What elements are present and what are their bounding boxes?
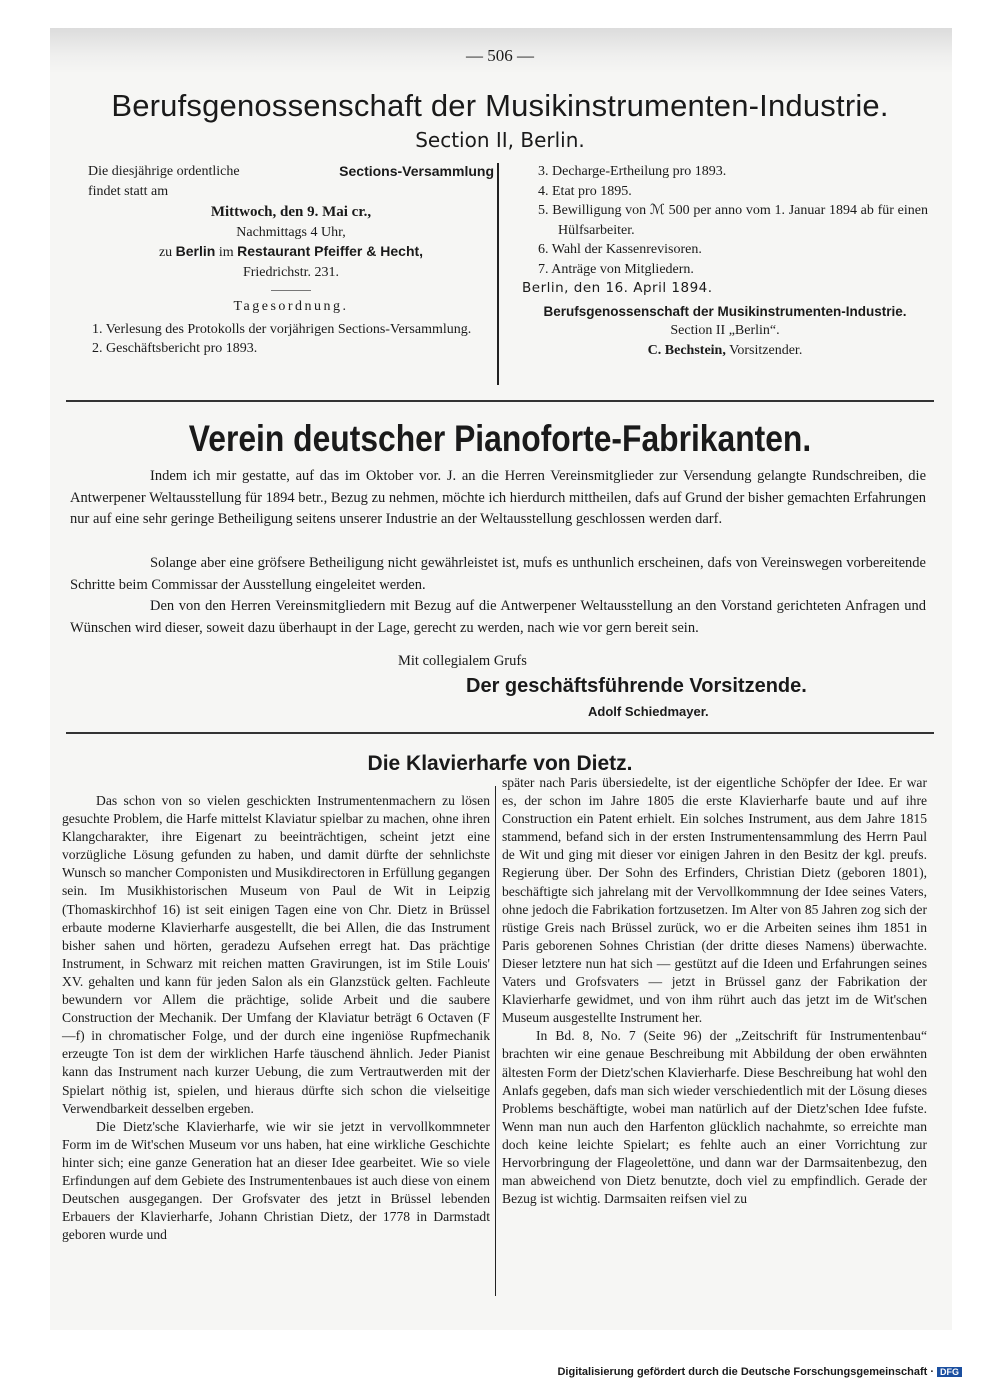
header-title: Berufsgenossenschaft der Musikinstrumenten-Industrie.: [111, 88, 889, 123]
agenda-item: 5. Bewilligung von ℳ 500 per anno vom 1. Januar 1894 ab für einen Hülfsarbeiter.: [538, 203, 928, 238]
agenda-item: 7. Anträge von Mitgliedern.: [538, 261, 694, 277]
notice-org: Berufsgenossenschaft der Musikinstrumenten-Industrie.: [543, 303, 907, 319]
section-divider: [66, 400, 934, 402]
notice-place-venue: Restaurant Pfeiffer & Hecht,: [237, 243, 424, 259]
agenda-item: 2. Geschäftsbericht pro 1893.: [92, 341, 258, 356]
header-subtitle: Section II, Berlin.: [415, 128, 585, 152]
agenda-item: 4. Etat pro 1895.: [538, 183, 632, 199]
digitization-footer: [557, 1366, 962, 1378]
notice-section: Section II „Berlin“.: [670, 323, 780, 338]
article-column-left: [62, 792, 490, 1244]
agenda-item: 6. Wahl der Kassenrevisoren.: [538, 242, 702, 257]
notice-intro-end: findet statt am: [88, 183, 169, 199]
notice-time: Nachmittags 4 Uhr,: [236, 224, 346, 240]
verein-greeting: Mit collegialem Grufs: [398, 653, 527, 669]
footer-text: Digitalisierung gefördert durch die Deutsche Forschungsgemeinschaft ·: [557, 1366, 934, 1378]
notice-place-pre: zu: [158, 245, 173, 260]
verein-signature-name: Adolf Schiedmayer.: [588, 704, 709, 719]
dfg-logo: DFG: [937, 1367, 962, 1377]
verein-paragraph: Den von den Herren Vereinsmitgliedern mit Bezug auf die Antwerpener Weltausstellung an den Vorstand gerichteten Anfragen und Wünschen wird dieser, soweit dazu überhaupt in der Lage, gerecht zu werden, nach wie vor gern bereit sein.: [70, 598, 926, 636]
section-divider: [66, 732, 934, 734]
notice-left: [88, 162, 494, 359]
notice-intro-bold: Sections-Versammlung: [339, 163, 494, 179]
verein-signature-title: Der geschäftsführende Vorsitzende.: [466, 675, 807, 697]
article-paragraph: später nach Paris übersiedelte, ist der eigentliche Schöpfer der Idee. Er war es, der schon im Jahre 1805 die erste Klavierharfe baute und auf ihre Construction ein Patent erhielt. Ein solches Instrument, aus dem Jahre 1815 stammend, befand sich in der ersten Instrumentensammlung des Herrn Paul de Wit und ging mit dieser vor einigen Jahren in den Besitz der kgl. preufs. Regierung über. Der Sohn des Erfinders, Christian Dietz (geboren 1801), beschäftigte sich jahrelang mit der Vervollkommnung der Idee seines Vaters, ohne jedoch die Fabrikation fortzusetzen. Im Alter von 85 Jahren zog sich der rüstige Greis nach Brüssel zurück, wo er die Arbeiten seines ihm 1851 in Paris geborenen Sohnes Christian (der dritte dieses Namens) überwachte. Dieser letztere nun hat sich — gestützt auf die Ideen und Erfahrungen seines Vaters und Grofsvaters — jetzt in Brüssel ganz der Fabrikation der Klavierharfe gewidmet, und von ihm rührt auch das jetzt im de Wit'schen Museum ausgestellte Instrument her.: [502, 775, 927, 1026]
notice-address: Friedrichstr. 231.: [242, 264, 340, 280]
signer-name: C. Bechstein,: [647, 342, 726, 358]
notice-place-city: Berlin: [175, 243, 216, 259]
article-paragraph: Die Dietz'sche Klavierharfe, wie wir sie jetzt in vervollkommneter Form im de Wit'schen Museum vor uns haben, hat eine wirkliche Geschichte hinter sich; eine ganze Generation hat an dieser Idee gearbeitet. Wie so viele Erfindungen auf dem Gebiete des Instrumentenbaues ist auch diese von einem Deutschen ausgegangen. Der Grofsvater des jetzt in Brüssel lebenden Erbauers der Klavierharfe, Johann Christian Dietz, der 1778 in Darmstadt geboren wurde und: [62, 1118, 490, 1243]
notice-right: [522, 162, 928, 360]
page-number: — 506 —: [466, 46, 534, 65]
verein-paragraph: Indem ich mir gestatte, auf das im Oktober vor. J. an die Herren Vereinsmitglieder zur Versendung gelangte Rundschreiben, die Antwerpener Weltausstellung für 1894 betr., Bezug zu nehmen, möchte ich hierdurch mittheilen, dafs auf Grund der bisher gemachten Erfahrungen nur auf eine sehr geringe Betheiligung seitens unserer Industrie an der Weltausstellung geschlossen werden darf.: [70, 468, 926, 528]
agenda-item: 3. Decharge-Ertheilung pro 1893.: [538, 164, 727, 179]
article-paragraph: Das schon von so vielen geschickten Instrumentenmachern zu lösen gesuchte Problem, die Harfe mittelst Klaviatur spielbar zu machen, ohne ihren Klangcharakter, ihre Eigenart zu beeinträchtigen, scheint jetzt eine vorzügliche Lösung gefunden zu haben, und damit dürfte der sehnlichste Wunsch so mancher Componisten und Musikdirectoren in Erfüllung gegangen sein. Im Musikhistorischen Museum von Paul de Wit in Leipzig (Thomaskirchhof 16) ist seit einigen Tagen eine von Chr. Dietz in Brüssel erbaute moderne Klavierharfe ausgestellt, die bei Allen, die das Instrument bisher sahen und hörten, geradezu Aufsehen erregt hat. Das prächtige Instrument, in Schwarz mit reichen matten Gravirungen, ist im Stile Louis' XV. gehalten und kann für jeden Salon als ein Glanzstück gelten. Fachleute bewundern vor Allem die prächtige, solide Arbeit und die saubere Construction der Mechanik. Der Umfang der Klaviatur beträgt 6 Octaven (F—f) in chromatischer Folge, und der durch eine ingeniöse Rupfmechanik erzeugte Ton ist dem der wirklichen Harfe täuschend ähnlich. Jeder Pianist kann das Instrument nach kurzer Uebung, die zum Vertrautwerden mit der Spielart nöthig ist, spielen, und hieraus dürfte sich schon die vielseitige Verwendbarkeit desselben ergeben.: [62, 793, 490, 1116]
column-rule: [495, 786, 496, 1296]
signer-role: Vorsitzender.: [729, 342, 803, 358]
notice-divider: [271, 290, 311, 291]
column-rule: [497, 163, 499, 385]
verein-paragraph: Solange aber eine gröfsere Betheiligung nicht gewährleistet ist, mufs es unthunlich erscheinen, dafs von Vereinswegen vorbereitende Schritte beim Commissar der Ausstellung eingeleitet werden.: [70, 555, 926, 593]
notice-intro: Die diesjährige ordentliche: [88, 164, 240, 179]
agenda-item: 1. Verlesung des Protokolls der vorjährigen Sections-Versammlung.: [92, 321, 472, 337]
article-column-right: [502, 774, 927, 1208]
verein-title: Verein deutscher Pianoforte-Fabrikanten.: [188, 418, 812, 459]
article-paragraph: In Bd. 8, No. 7 (Seite 96) der „Zeitschrift für Instrumentenbau“ brachten wir eine genaue Beschreibung mit Abbildung der oben erwähnten ältesten Form der Dietz'schen Klavierharfe. Diese Beschreibung hat wohl den Anlafs gegeben, dafs man sich wieder verschiedentlich mit der Lösung dieses Problems beschäftigte, wobei man natürlich auf der Dietz'schen Idee fufste. Wenn man nun auch den Harfenton glücklich nachahmte, so erreichte man doch keine leichte Spielart; es fehlte auch an einer Vorrichtung zur Hervorbringung der Flageolettöne, und dann war der Darmsaitenbezug, den man abweichend von Dietz benutzte, doch viel zu empfindlich. Gerade der Bezug ist wichtig. Darmsaiten reifsen viel zu: [502, 1028, 927, 1207]
article-title: Die Klavierharfe von Dietz.: [367, 752, 633, 775]
agenda-title: Tagesordnung.: [233, 299, 349, 314]
notice-date: Mittwoch, den 9. Mai cr.,: [210, 204, 372, 220]
notice-place-mid: im: [218, 245, 234, 260]
notice-dateline: Berlin, den 16. April 1894.: [522, 280, 713, 296]
